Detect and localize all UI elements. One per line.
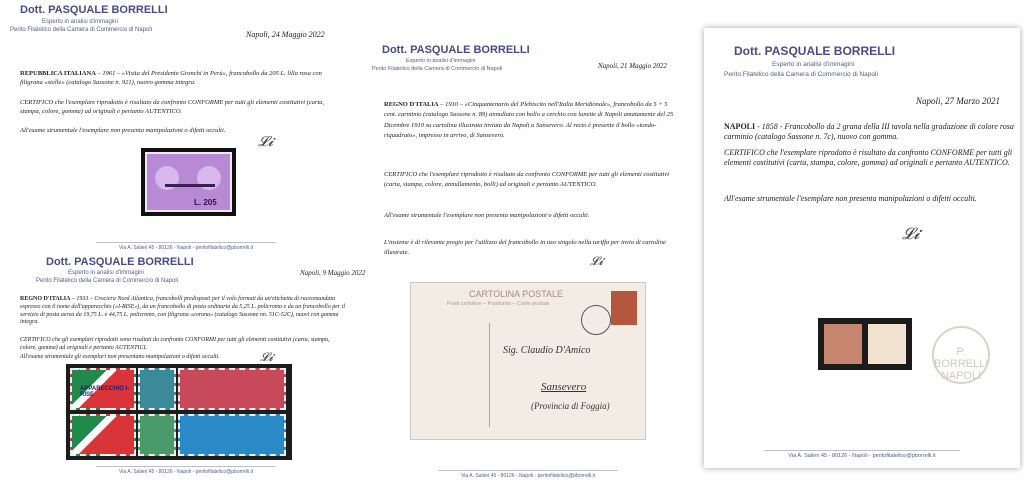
signature: 𝓛𝓲 xyxy=(258,134,274,150)
stamp-label-text: APPARECCHIO I-RISE xyxy=(80,386,130,398)
expert-name: Dott. PASQUALE BORRELLI xyxy=(382,44,530,56)
stamp-napoli-front xyxy=(824,324,862,364)
stamp-label-bottom xyxy=(70,414,136,456)
expert-subtitle: Esperto in analisi d'immagini xyxy=(42,19,118,25)
expert-title: Perito Filatelico della Camera di Commercio di Napoli xyxy=(372,66,503,72)
description-text: – 1910 – «Cinquantenario del Plebiscito nell'Italia Meridionale», francobollo da 5 + 5 cent. carminio (catalogo Sassone n. 89) annullato con bollo a cerchio con lunette di Napoli amatamente del 25 Dicembre 1910 su cartolina illustrata inviata da Napoli a Sanseverо. Al recto è presente il bollo «tondo-riquadrato», impresso in arrivo, di Sanseverо. xyxy=(384,101,674,140)
postcard-divider xyxy=(489,323,490,427)
stamp-gronchi xyxy=(141,148,236,216)
exam-statement: All'esame strumentale gli esemplari non presentano manipolazioni o difetti occulti. xyxy=(20,354,220,360)
certification-statement: CERTIFICO che l'esemplare riprodotto è risultato da confronto CONFORME per tutti gli elementi costitutivi (carta, stampa, colore, gomma) ad originali e pertanto AUTENTICO. xyxy=(20,99,325,115)
description-text: - 1858 - Francobollo da 2 grana della III tavola nella gradazione di colore rosa carminio (catalogo Sassone n. 7c), nuovo con gomma. xyxy=(724,122,1014,142)
stamp-sheet-nord-atlantica xyxy=(66,364,292,460)
signature: 𝓛𝓲 xyxy=(902,224,920,243)
expert-name: Dott. PASQUALE BORRELLI xyxy=(734,44,896,58)
stamp-plebiscito xyxy=(609,289,639,327)
footer-address: Via A. Salieri 45 - 80126 - Napoli - peritofilatelico@pborrelli.it xyxy=(764,450,960,459)
certification-statement: CERTIFICO che l'esemplare riprodotto è risultato da confronto CONFORME per tutti gli elementi costitutivi (carta, stampa, colore, gomma) ad originali e pertanto AUTENTICO. xyxy=(724,148,1013,168)
country-label: REPUBBLICA ITALIANA xyxy=(20,70,96,77)
certificate-3 xyxy=(368,40,686,488)
certificate-4 xyxy=(704,28,1020,468)
signature: 𝓛𝓲 xyxy=(590,254,604,268)
expert-name: Dott. PASQUALE BORRELLI xyxy=(20,4,168,16)
postcard-title: CARTOLINA POSTALE xyxy=(469,289,564,299)
stamp-portrait-bottom xyxy=(138,414,176,456)
postcard xyxy=(410,282,646,440)
certificate-1 xyxy=(6,4,358,266)
expert-subtitle: Esperto in analisi d'immagini xyxy=(68,270,144,276)
footer-address: Via A. Salieri 45 - 80126 - Napoli - peritofilatelico@pborrelli.it xyxy=(96,242,276,251)
postmark xyxy=(581,305,611,335)
stamp-display xyxy=(818,318,912,370)
certificate-description xyxy=(384,100,674,142)
stamp-napoli-back xyxy=(868,324,906,364)
remark-statement: L'insieme è di rilevante pregio per l'utilizzo del francobollo in uso singolo nella tariffa per invio di cartoline illustrate. xyxy=(384,239,666,257)
description-text: – 1961 – «Visita del Presidente Gronchi in Perù», francobollo da 205 L. lilla rosa con filigrana «stelle» (catalogo Sassone n. 921), nuovo gomma integra. xyxy=(20,70,322,86)
certificate-date: Napoli, 21 Maggio 2022 xyxy=(598,62,667,70)
certification-statement: CERTIFICO che l'esemplare riprodotto è risultato da confronto CONFORME per tutti gli elementi costitutivi (carta, stampa, colore, annullamento, bolli) ad originali e pertanto AUTENTICO. xyxy=(384,171,670,189)
postcard-subtitle: Posti cartoline – Postkarte – Carte postale xyxy=(447,301,550,307)
country-label: REGNO D'ITALIA xyxy=(384,101,439,108)
stamp-portrait-top xyxy=(138,368,176,410)
description-text: – 1933 – Crociera Nord Atlantica, francobolli predisposti per il volo formati da un'etichetta di raccomandata espresso con il nome dell'apparecchio («I-RISE»), da un francobollo di posta ordinaria da 5,25 L. policromo e da un francobollo per il servizio di posta aerea da 19,75 L. e 44,75 L. policromo, con filigrana «corona» (catalogo Sassone nn. 51C-52C), nuovi con gomma integra. xyxy=(20,296,346,326)
certificate-date: Napoli, 24 Maggio 2022 xyxy=(246,30,325,39)
certificate-date: Napoli, 9 Maggio 2022 xyxy=(300,269,366,277)
expert-title: Perito Filatelico della Camera di Commercio di Napoli xyxy=(724,71,878,78)
certificate-description xyxy=(724,122,1014,143)
stamp-label-top xyxy=(70,368,136,410)
signature: 𝓛𝓲 xyxy=(260,350,274,364)
postcard-address-2: Sanseverо xyxy=(541,381,587,393)
certificate-date: Napoli, 27 Marzo 2021 xyxy=(916,96,1001,106)
exam-statement: All'esame strumentale l'esemplare non presenta manipolazioni o difetti occulti. xyxy=(20,127,226,134)
expert-seal xyxy=(932,326,990,384)
certificate-description xyxy=(20,296,346,327)
certification-statement: CERTIFICO che gli esemplari riprodotti sono risultati da confronto CONFORMI per tutti gli elementi costitutivi (carta, stampa, colore, gomma) ad originali e pertanto AUTENTICI. xyxy=(20,337,330,351)
certificate-2 xyxy=(6,256,366,490)
plane-icon xyxy=(165,184,215,187)
country-label: NAPOLI xyxy=(724,122,756,131)
expert-title: Perito Filatelico della Camera di Commercio di Napoli xyxy=(10,27,153,33)
certificate-description xyxy=(20,70,346,88)
seal-text: P. BORRELLI NAPOLI xyxy=(934,346,989,382)
postcard-address-1: Sig. Claudio D'Amico xyxy=(503,345,591,356)
expert-title: Perito Filatelico della Camera di Commercio di Napoli xyxy=(36,278,179,284)
expert-name: Dott. PASQUALE BORRELLI xyxy=(46,256,194,268)
country-label: REGNO D'ITALIA xyxy=(20,296,71,302)
stamp-airmail-bottom xyxy=(178,414,286,456)
stamp-airmail-top xyxy=(178,368,286,410)
expert-subtitle: Esperto in analisi d'immagini xyxy=(406,58,476,64)
exam-statement: All'esame strumentale l'esemplare non presenta manipolazioni o difetti occulti. xyxy=(384,212,590,219)
stamp-value: L. 205 xyxy=(194,198,217,207)
expert-subtitle: Esperto in analisi d'immagini xyxy=(772,61,855,68)
footer-address: Via A. Salieri 45 - 80126 - Napoli - peritofilatelico@pborrelli.it xyxy=(96,466,276,475)
postcard-address-3: (Provincia di Foggia) xyxy=(531,401,610,411)
footer-address: Via A. Salieri 45 - 80126 - Napoli - peritofilatelico@pborrelli.it xyxy=(438,470,618,479)
exam-statement: All'esame strumentale l'esemplare non presenta manipolazioni o difetti occulti. xyxy=(724,194,977,203)
